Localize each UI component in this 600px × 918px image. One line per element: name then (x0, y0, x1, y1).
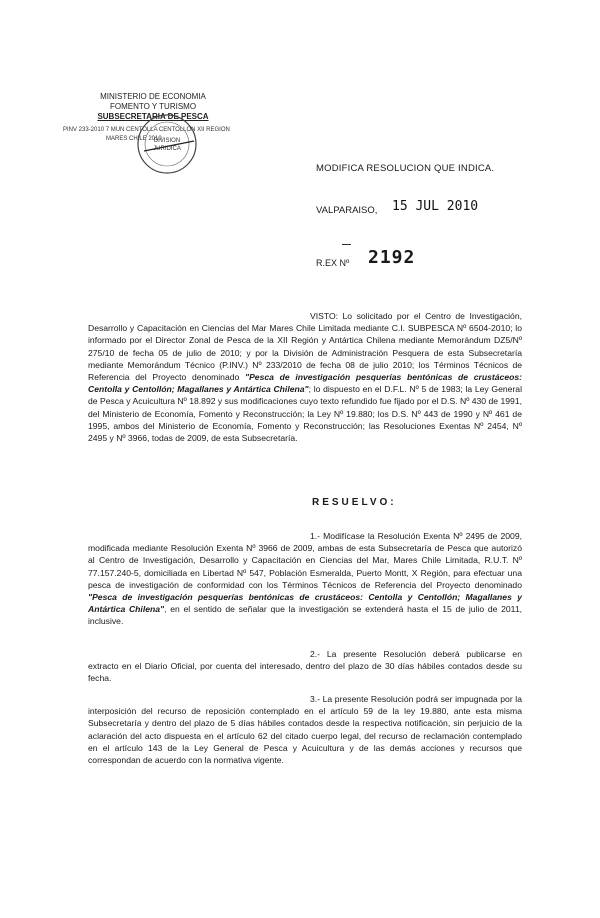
rex-label: R.EX Nº (316, 258, 350, 268)
place-label: VALPARAISO, (316, 205, 378, 216)
item-1-project-name: "Pesca de investigación pesquerías bentónicas de crustáceos: Centolla y Centollón; Magallanes y Antártica Chilena" (88, 592, 522, 615)
rex-mark (342, 244, 351, 245)
visto-text: VISTO: Lo solicitado por el Centro de Investigación, Desarrollo y Capacitación en Ciencias del Mar Mares Chile Limitada mediante C.I. SUBPESCA Nº 6504-2010; lo informado por el Director Zonal de Pesca de la XII Región y Antártica Chilena mediante Memorándum DZ5/Nº 275/10 de fecha 05 de julio de 2010; y por la División de Administración Pesquera de esta Subsecretaría mediante Memorándum Técnico (P.INV.) Nº 233/2010 de fecha 08 de julio 2010; los Términos Técnicos de Referencia del Proyecto denominado (88, 311, 522, 383)
visto-paragraph (88, 310, 522, 444)
rex-number: 2192 (368, 247, 416, 268)
item-1-rest: , en el sentido de señalar que la investigación se extenderá hasta el 15 de julio de 2011, inclusive. (88, 604, 522, 627)
item-1-text: 1.- Modifícase la Resolución Exenta Nº 2495 de 2009, modificada mediante Resolución Exenta Nº 3966 de 2009, ambas de esta Subsecretaría de Pesca que autorizó al Centro de Investigación, Desarrollo y Capacitación en Ciencias del Mar, Mares Chile Limitada, R.U.T. Nº 77.157.240-5, domiciliada en Libertad Nº 547, Población Esmeralda, Puerto Montt, X Región, para efectuar una pesca de investigación de conformidad con los Términos Técnicos de Referencia del Proyecto denominado (88, 531, 522, 590)
svg-text:DIVISION: DIVISION (153, 138, 181, 144)
ministry-line-2: FOMENTO Y TURISMO (109, 102, 197, 111)
item-2-text: 2.- La presente Resolución deberá publicarse en extracto en el Diario Oficial, por cuenta del interesado, dentro del plazo de 30 días hábiles contados desde su fecha. (88, 649, 522, 684)
document-title: MODIFICA RESOLUCION QUE INDICA. (316, 163, 495, 174)
juridica-stamp-icon (134, 111, 200, 177)
date-stamp: 15 JUL 2010 (392, 199, 479, 214)
visto-rest: ; lo dispuesto en el D.F.L. Nº 5 de 1983; la Ley General de Pesca y Acuicultura Nº 18.892 y sus modificaciones cuyo texto refundido fue fijado por el D.S. Nº 430 de 1991, del Ministerio de Economía, Fomento y Reconstrucción; la Ley Nº 19.880; los D.S. Nº 443 de 1990 y Nº 461 de 1995, ambos del Ministerio de Economía, Fomento y Reconstrucción; las Resoluciones Exentas Nº 2454, Nº 2495 y Nº 3966, todas de 2009, de esta Subsecretaría. (88, 384, 522, 444)
visto-project-name: "Pesca de investigación pesquerías bentónicas de crustáceos: Centolla y Centollón; Magallanes y Antártica Chilena" (88, 372, 522, 395)
ministry-line-1: MINISTERIO DE ECONOMIA (100, 92, 206, 101)
ministry-line-3: SUBSECRETARIA DE PESCA (97, 112, 209, 121)
item-2-paragraph (88, 648, 522, 685)
item-1-paragraph (88, 530, 522, 628)
mares-reference: MARES CHILE 2010 (106, 136, 162, 142)
resuelvo-heading: RESUELVO: (312, 497, 397, 508)
item-3-text: 3.- La presente Resolución podrá ser impugnada por la interposición del recurso de reposición contemplado en el artículo 59 de la ley 19.880, ante esta misma Subsecretaría y dentro del plazo de 5 días hábiles contados desde la respectiva notificación, sin perjuicio de la aclaración del acto dispuesta en el artículo 62 del citado cuerpo legal, del recurso de reclamación contemplado en el artículo 143 de la Ley General de Pesca y Acuicultura y de las demás acciones y recursos que correspondan de acuerdo con la normativa vigente. (88, 694, 522, 766)
pinv-reference: PINV 233-2010 7 MUN CENTOLLA CENTOLLON XII REGION (63, 127, 230, 133)
svg-text:JURIDICA: JURIDICA (153, 146, 181, 152)
item-3-paragraph (88, 693, 522, 766)
